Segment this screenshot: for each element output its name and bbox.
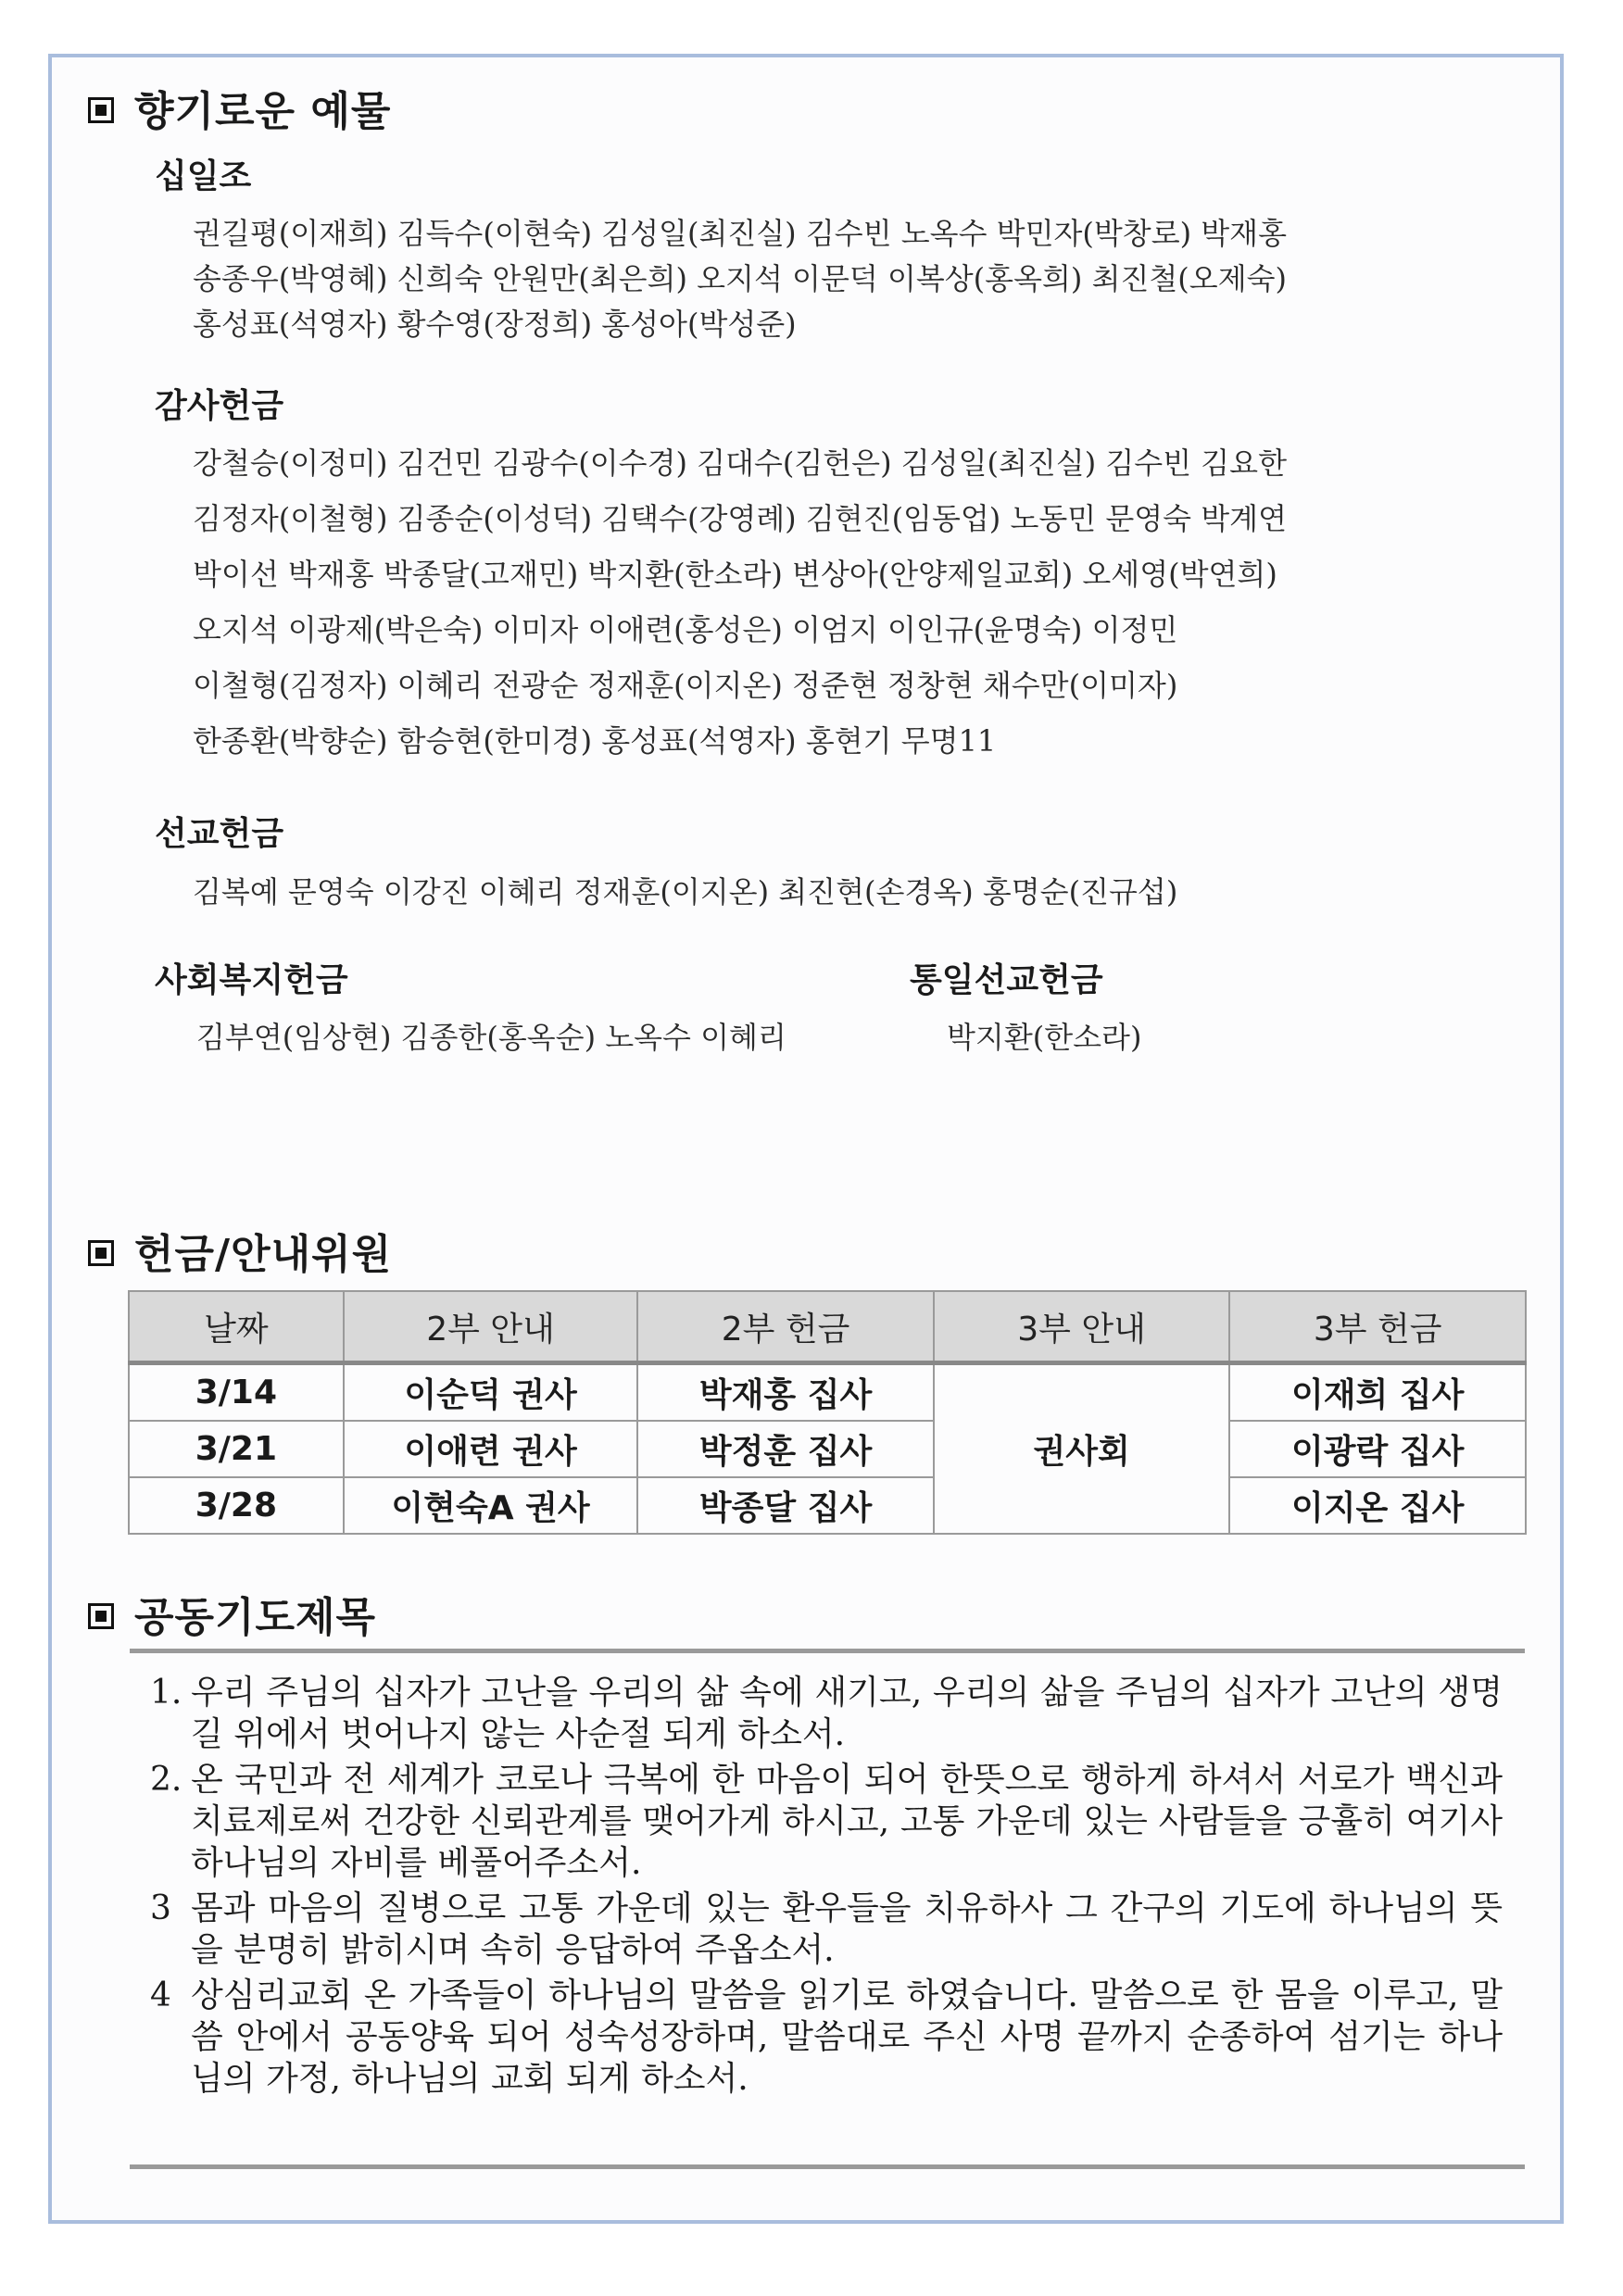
unification-title: 통일선교헌금: [910, 961, 1103, 999]
offer2-cell: 박정훈 집사: [637, 1421, 934, 1477]
prayer-item-number: 1.: [150, 1674, 182, 1712]
square-bullet-icon: [88, 1240, 114, 1266]
table-row: [129, 1421, 1526, 1477]
prayer-item-text: 몸과 마음의 질병으로 고통 가운데 있는 환우들을 치유하사 그 간구의 기도에 하나님의 뜻을 분명히 밝히시며 속히 응답하여 주옵소서.: [191, 1889, 1503, 1969]
name-line: 권길평(이재희) 김득수(이현숙) 김성일(최진실) 김수빈 노옥수 박민자(박창로) 박재홍: [193, 216, 1288, 251]
prayer-list: [130, 1653, 1525, 2100]
tithe-title: 십일조: [155, 157, 252, 195]
column-header: 3부 안내: [934, 1291, 1230, 1363]
square-bullet-icon: [88, 1603, 114, 1629]
duty-table: [128, 1290, 1527, 1535]
guide2-cell: 이애련 권사: [344, 1421, 638, 1477]
duty-title-text: 헌금/안내위원: [134, 1231, 393, 1278]
table-header-row: [129, 1291, 1526, 1363]
name-line: 박이선 박재홍 박종달(고재민) 박지환(한소라) 변상아(안양제일교회) 오세영(박연희): [193, 557, 1277, 592]
prayer-item: [150, 1888, 1503, 1971]
tithe-names: [193, 211, 1287, 347]
name-line: 이철형(김정자) 이혜리 전광순 정재훈(이지온) 정준현 정창현 채수만(이미자): [193, 668, 1178, 703]
date-cell: 3/21: [129, 1421, 344, 1477]
column-header: 2부 안내: [344, 1291, 638, 1363]
prayer-item-number: 4: [150, 1976, 171, 2014]
name-line: 송종우(박영혜) 신희숙 안원만(최은희) 오지석 이문덕 이복상(홍옥희) 최진철(오제숙): [193, 261, 1288, 296]
prayer-item: [150, 1759, 1503, 1884]
mission-names: 김복예 문영숙 이강진 이혜리 정재훈(이지온) 최진현(손경옥) 홍명순(진규섭): [193, 874, 1178, 910]
name-line: 김정자(이철형) 김종순(이성덕) 김택수(강영례) 김현진(임동업) 노동민 문영숙 박계연: [193, 501, 1288, 536]
offerings-section-title: [88, 78, 391, 137]
prayer-box: [130, 1649, 1525, 2169]
guide2-cell: 이현숙A 권사: [344, 1477, 638, 1534]
name-line: 한종환(박향순) 함승현(한미경) 홍성표(석영자) 홍현기 무명11: [193, 723, 997, 759]
prayer-item-text: 상심리교회 온 가족들이 하나님의 말씀을 읽기로 하였습니다. 말씀으로 한 몸을 이루고, 말씀 안에서 공동양육 되어 성숙성장하며, 말씀대로 주신 사명 끝까지 순종하여 섬기는 하나님의 가정, 하나님의 교회 되게 하소서.: [191, 1976, 1503, 2098]
offer3-cell: 이광락 집사: [1229, 1421, 1526, 1477]
prayer-item-number: 2.: [150, 1761, 182, 1799]
welfare-names: 김부연(임상현) 김종한(홍옥순) 노옥수 이혜리: [196, 1020, 786, 1055]
offerings-title-text: 향기로운 예물: [134, 88, 392, 135]
prayer-item: [150, 1672, 1503, 1755]
prayer-item-number: 3: [150, 1889, 171, 1927]
offer2-cell: 박종달 집사: [637, 1477, 934, 1534]
table-row: [129, 1477, 1526, 1534]
column-header: 3부 헌금: [1229, 1291, 1526, 1363]
guide2-cell: 이순덕 권사: [344, 1363, 638, 1422]
offer3-cell: 이재희 집사: [1229, 1363, 1526, 1422]
mission-title: 선교헌금: [155, 815, 284, 853]
thanks-names: [193, 435, 1287, 769]
welfare-title: 사회복지헌금: [155, 961, 348, 999]
square-bullet-icon: [88, 97, 114, 123]
name-line: 오지석 이광제(박은숙) 이미자 이애련(홍성은) 이엄지 이인규(윤명숙) 이정민: [193, 612, 1178, 647]
name-line: 강철승(이정미) 김건민 김광수(이수경) 김대수(김헌은) 김성일(최진실) 김수빈 김요한: [193, 445, 1288, 481]
thanks-title: 감사헌금: [155, 387, 284, 425]
prayer-item-text: 우리 주님의 십자가 고난을 우리의 삶 속에 새기고, 우리의 삶을 주님의 십자가 고난의 생명길 위에서 벗어나지 않는 사순절 되게 하소서.: [191, 1674, 1503, 1753]
prayer-title-text: 공동기도제목: [134, 1594, 377, 1641]
guide3-merged-cell: 권사회: [934, 1363, 1230, 1535]
column-header: 2부 헌금: [637, 1291, 934, 1363]
name-line: 홍성표(석영자) 황수영(장정희) 홍성아(박성준): [193, 307, 797, 342]
unification-names: 박지환(한소라): [947, 1020, 1142, 1055]
prayer-item-text: 온 국민과 전 세계가 코로나 극복에 한 마음이 되어 한뜻으로 행하게 하셔서 서로가 백신과 치료제로써 건강한 신뢰관계를 맺어가게 하시고, 고통 가운데 있는 사람들을 긍휼히 여기사 하나님의 자비를 베풀어주소서.: [191, 1761, 1503, 1882]
date-cell: 3/28: [129, 1477, 344, 1534]
prayer-section-title: [88, 1584, 376, 1643]
offer3-cell: 이지온 집사: [1229, 1477, 1526, 1534]
prayer-item: [150, 1975, 1503, 2100]
table-row: [129, 1363, 1526, 1422]
date-cell: 3/14: [129, 1363, 344, 1422]
duty-section-title: [88, 1221, 392, 1280]
offer2-cell: 박재홍 집사: [637, 1363, 934, 1422]
column-header: 날짜: [129, 1291, 344, 1363]
